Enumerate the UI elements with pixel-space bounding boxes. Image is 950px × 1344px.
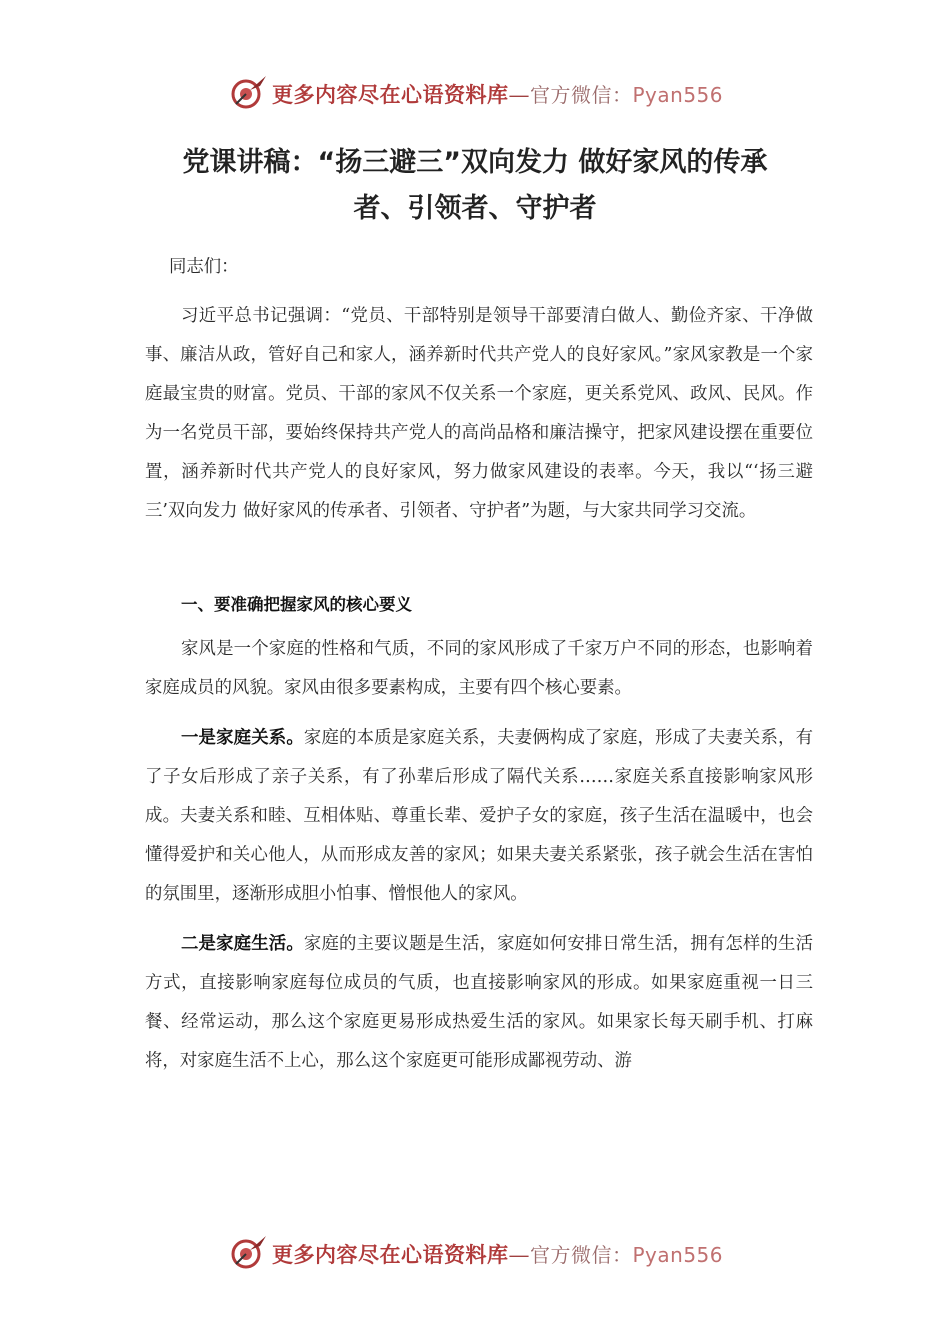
point2-text: 家庭的主要议题是生活，家庭如何安排日常生活，拥有怎样的生活方式，直接影响家庭每位成员的气质，也直接影响家风的形成。如果家庭重视一日三餐、经常运动，那么这个家庭更易形成热爱生活的家风。如果家长每天刷手机、打麻将，对家庭生活不上心，那么这个家庭更可能形成鄙视劳动、游 — [145, 934, 813, 1071]
point2-label: 二是家庭生活。 — [181, 934, 304, 954]
watermark-wechat-id: Pyan556 — [632, 1243, 724, 1267]
point2-paragraph — [145, 925, 813, 1081]
document-title-line1: 党课讲稿：“扬三避三”双向发力 做好家风的传承 — [182, 147, 768, 178]
watermark-text — [272, 79, 723, 109]
watermark-banner-bottom — [0, 1230, 950, 1274]
document-title-line2: 者、引领者、守护者 — [353, 193, 597, 224]
watermark-wechat-label: 官方微信： — [530, 83, 633, 107]
section1-lead-paragraph: 家风是一个家庭的性格和气质，不同的家风形成了千家万户不同的形态，也影响着家庭成员的风貌。家风由很多要素构成，主要有四个核心要素。 — [145, 639, 813, 698]
watermark-text — [272, 1239, 723, 1269]
point1-text: 家庭的本质是家庭关系，夫妻俩构成了家庭，形成了夫妻关系，有了子女后形成了亲子关系，有了孙辈后形成了隔代关系……家庭关系直接影响家风形成。夫妻关系和睦、互相体贴、尊重长辈、爱护子女的家庭，孩子生活在温暖中，也会懂得爱护和关心他人，从而形成友善的家风；如果夫妻关系紧张，孩子就会生活在害怕的氛围里，逐渐形成胆小怕事、憎恨他人的家风。 — [145, 728, 813, 904]
intro-paragraph: 习近平总书记强调：“党员、干部特别是领导干部要清白做人、勤俭齐家、干净做事、廉洁从政，管好自己和家人，涵养新时代共产党人的良好家风。”家风家教是一个家庭最宝贵的财富。党员、干部的家风不仅关系一个家庭，更关系党风、政风、民风。作为一名党员干部，要始终保持共产党人的高尚品格和廉洁操守，把家风建设摆在重要位置，涵养新时代共产党人的良好家风，努力做家风建设的表率。今天，我以“‘扬三避三’双向发力 做好家风的传承者、引领者、守护者”为题，与大家共同学习交流。 — [145, 306, 813, 521]
point1-label: 一是家庭关系。 — [181, 728, 304, 748]
watermark-separator: — — [508, 83, 530, 107]
watermark-banner-top — [0, 70, 950, 114]
point1-paragraph — [145, 719, 813, 914]
section-heading-1: 一、要准确把握家风的核心要义 — [181, 595, 412, 614]
quill-logo-icon — [230, 1234, 268, 1270]
watermark-separator: — — [508, 1243, 530, 1267]
watermark-brand: 更多内容尽在心语资料库 — [272, 1242, 509, 1267]
watermark-wechat-id: Pyan556 — [632, 83, 724, 107]
salutation: 同志们： — [169, 257, 239, 277]
watermark-brand: 更多内容尽在心语资料库 — [272, 82, 509, 107]
quill-logo-icon — [230, 74, 268, 110]
watermark-wechat-label: 官方微信： — [530, 1243, 633, 1267]
